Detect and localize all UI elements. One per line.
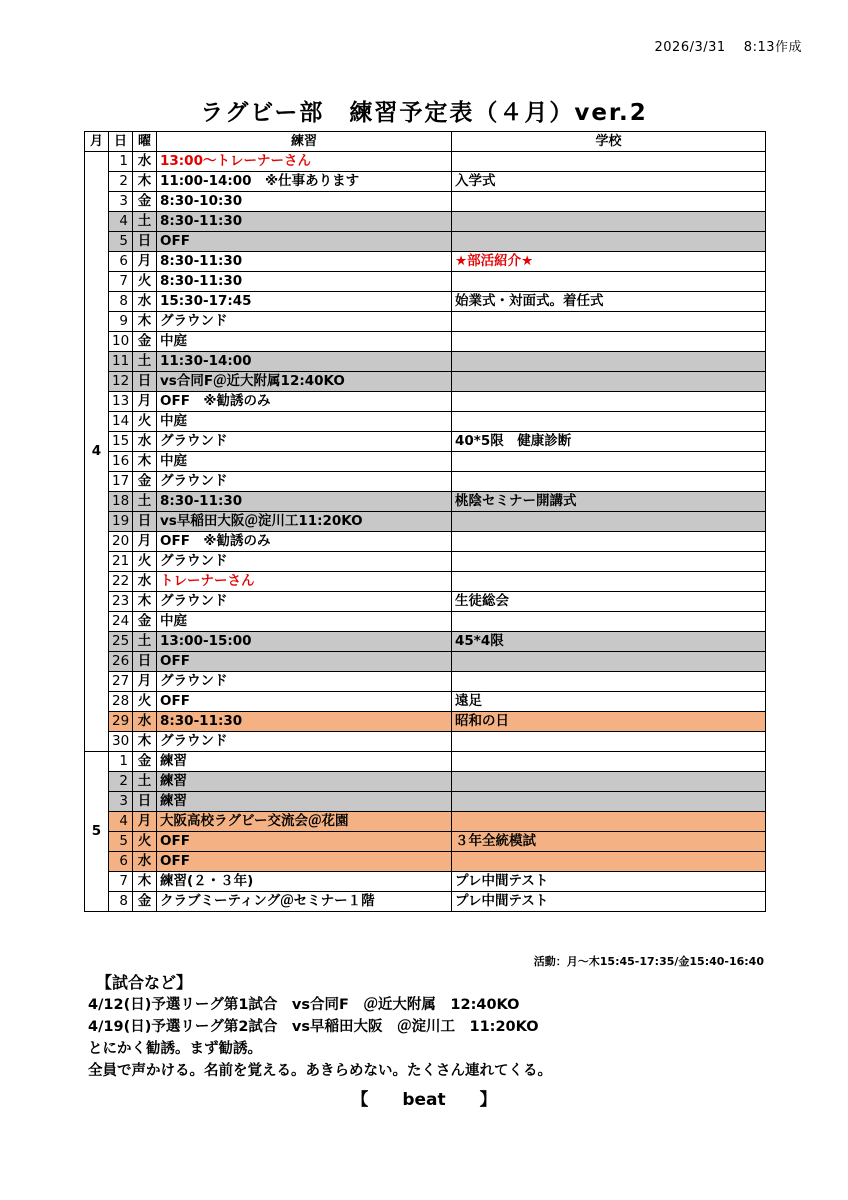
month-cell: 4 bbox=[85, 152, 109, 752]
table-row bbox=[85, 452, 766, 472]
school-cell bbox=[452, 792, 766, 812]
practice-cell: 11:30-14:00 bbox=[157, 352, 452, 372]
table-row bbox=[85, 352, 766, 372]
school-cell: 昭和の日 bbox=[452, 712, 766, 732]
practice-cell: OFF bbox=[157, 832, 452, 852]
weekday-cell: 火 bbox=[133, 552, 157, 572]
practice-cell: 練習(２・３年) bbox=[157, 872, 452, 892]
school-cell: ★部活紹介★ bbox=[452, 252, 766, 272]
table-row bbox=[85, 392, 766, 412]
school-cell: ３年全統模試 bbox=[452, 832, 766, 852]
table-row bbox=[85, 292, 766, 312]
school-cell bbox=[452, 732, 766, 752]
table-row bbox=[85, 672, 766, 692]
weekday-cell: 日 bbox=[133, 652, 157, 672]
table-row bbox=[85, 892, 766, 912]
day-cell: 5 bbox=[109, 832, 133, 852]
day-cell: 10 bbox=[109, 332, 133, 352]
practice-cell: グラウンド bbox=[157, 592, 452, 612]
table-row bbox=[85, 232, 766, 252]
day-cell: 6 bbox=[109, 252, 133, 272]
weekday-cell: 水 bbox=[133, 152, 157, 172]
table-row bbox=[85, 552, 766, 572]
table-row bbox=[85, 332, 766, 352]
day-cell: 5 bbox=[109, 232, 133, 252]
day-cell: 1 bbox=[109, 152, 133, 172]
school-cell bbox=[452, 332, 766, 352]
table-row bbox=[85, 632, 766, 652]
weekday-cell: 金 bbox=[133, 192, 157, 212]
school-cell bbox=[452, 532, 766, 552]
school-cell: 生徒総会 bbox=[452, 592, 766, 612]
weekday-cell: 火 bbox=[133, 832, 157, 852]
notes-line: 4/19(日)予選リーグ第2試合 vs早稲田大阪 ＠淀川工 11:20KO bbox=[88, 1019, 539, 1035]
weekday-cell: 水 bbox=[133, 572, 157, 592]
day-cell: 23 bbox=[109, 592, 133, 612]
school-cell bbox=[452, 752, 766, 772]
weekday-cell: 金 bbox=[133, 892, 157, 912]
weekday-cell: 金 bbox=[133, 612, 157, 632]
school-cell: プレ中間テスト bbox=[452, 872, 766, 892]
school-cell bbox=[452, 312, 766, 332]
school-cell: 45*4限 bbox=[452, 632, 766, 652]
weekday-cell: 日 bbox=[133, 232, 157, 252]
header-weekday: 曜 bbox=[133, 132, 157, 152]
weekday-cell: 月 bbox=[133, 252, 157, 272]
weekday-cell: 日 bbox=[133, 792, 157, 812]
practice-cell: vs合同F＠近大附属12:40KO bbox=[157, 372, 452, 392]
table-row bbox=[85, 412, 766, 432]
practice-cell: グラウンド bbox=[157, 472, 452, 492]
school-cell bbox=[452, 352, 766, 372]
weekday-cell: 水 bbox=[133, 712, 157, 732]
weekday-cell: 土 bbox=[133, 212, 157, 232]
table-row bbox=[85, 852, 766, 872]
day-cell: 20 bbox=[109, 532, 133, 552]
notes-section bbox=[88, 972, 552, 1082]
day-cell: 21 bbox=[109, 552, 133, 572]
weekday-cell: 金 bbox=[133, 472, 157, 492]
practice-cell: 8:30-11:30 bbox=[157, 492, 452, 512]
school-cell bbox=[452, 412, 766, 432]
table-row bbox=[85, 792, 766, 812]
table-row bbox=[85, 812, 766, 832]
weekday-cell: 土 bbox=[133, 772, 157, 792]
day-cell: 25 bbox=[109, 632, 133, 652]
day-cell: 7 bbox=[109, 872, 133, 892]
practice-cell: 13:00-15:00 bbox=[157, 632, 452, 652]
practice-cell: OFF bbox=[157, 232, 452, 252]
practice-cell: 中庭 bbox=[157, 412, 452, 432]
school-cell bbox=[452, 372, 766, 392]
table-row bbox=[85, 152, 766, 172]
table-row bbox=[85, 272, 766, 292]
weekday-cell: 木 bbox=[133, 452, 157, 472]
practice-cell: グラウンド bbox=[157, 552, 452, 572]
practice-cell: OFF bbox=[157, 652, 452, 672]
weekday-cell: 火 bbox=[133, 692, 157, 712]
practice-cell: グラウンド bbox=[157, 732, 452, 752]
day-cell: 29 bbox=[109, 712, 133, 732]
day-cell: 27 bbox=[109, 672, 133, 692]
day-cell: 4 bbox=[109, 812, 133, 832]
day-cell: 14 bbox=[109, 412, 133, 432]
day-cell: 26 bbox=[109, 652, 133, 672]
schedule-body bbox=[85, 152, 766, 912]
table-row bbox=[85, 472, 766, 492]
school-cell: 40*5限 健康診断 bbox=[452, 432, 766, 452]
table-row bbox=[85, 512, 766, 532]
table-row bbox=[85, 432, 766, 452]
practice-cell: 練習 bbox=[157, 792, 452, 812]
notes-line: 全員で声かける。名前を覚える。あきらめない。たくさん連れてくる。 bbox=[88, 1063, 552, 1079]
weekday-cell: 水 bbox=[133, 432, 157, 452]
table-row bbox=[85, 652, 766, 672]
day-cell: 12 bbox=[109, 372, 133, 392]
weekday-cell: 土 bbox=[133, 492, 157, 512]
weekday-cell: 日 bbox=[133, 372, 157, 392]
weekday-cell: 水 bbox=[133, 852, 157, 872]
header-school: 学校 bbox=[452, 132, 766, 152]
schedule-table bbox=[84, 131, 766, 912]
notes-line: とにかく勧誘。まず勧誘。 bbox=[88, 1041, 262, 1057]
day-cell: 28 bbox=[109, 692, 133, 712]
day-cell: 6 bbox=[109, 852, 133, 872]
school-cell bbox=[452, 552, 766, 572]
table-row bbox=[85, 732, 766, 752]
practice-cell: OFF bbox=[157, 692, 452, 712]
weekday-cell: 土 bbox=[133, 632, 157, 652]
school-cell bbox=[452, 232, 766, 252]
table-row bbox=[85, 192, 766, 212]
table-row bbox=[85, 312, 766, 332]
school-cell bbox=[452, 612, 766, 632]
practice-cell: 15:30-17:45 bbox=[157, 292, 452, 312]
table-row bbox=[85, 752, 766, 772]
school-cell bbox=[452, 392, 766, 412]
day-cell: 2 bbox=[109, 172, 133, 192]
practice-cell: vs早稲田大阪＠淀川工11:20KO bbox=[157, 512, 452, 532]
practice-cell: トレーナーさん bbox=[157, 572, 452, 592]
created-timestamp: 2026/3/31 8:13作成 bbox=[654, 40, 802, 55]
table-row bbox=[85, 572, 766, 592]
notes-heading: 【試合など】 bbox=[96, 973, 193, 992]
header-month: 月 bbox=[85, 132, 109, 152]
table-row bbox=[85, 832, 766, 852]
practice-cell: 中庭 bbox=[157, 332, 452, 352]
practice-cell: 中庭 bbox=[157, 612, 452, 632]
table-row bbox=[85, 692, 766, 712]
day-cell: 8 bbox=[109, 292, 133, 312]
day-cell: 22 bbox=[109, 572, 133, 592]
table-row bbox=[85, 532, 766, 552]
day-cell: 30 bbox=[109, 732, 133, 752]
day-cell: 3 bbox=[109, 192, 133, 212]
school-cell bbox=[452, 152, 766, 172]
weekday-cell: 木 bbox=[133, 732, 157, 752]
practice-cell: 8:30-11:30 bbox=[157, 212, 452, 232]
school-cell bbox=[452, 472, 766, 492]
table-row bbox=[85, 772, 766, 792]
school-cell: 始業式・対面式。着任式 bbox=[452, 292, 766, 312]
school-cell bbox=[452, 192, 766, 212]
day-cell: 24 bbox=[109, 612, 133, 632]
day-cell: 2 bbox=[109, 772, 133, 792]
notes-line: 4/12(日)予選リーグ第1試合 vs合同F ＠近大附属 12:40KO bbox=[88, 997, 520, 1013]
school-cell: プレ中間テスト bbox=[452, 892, 766, 912]
table-row bbox=[85, 712, 766, 732]
day-cell: 16 bbox=[109, 452, 133, 472]
page-title: ラグビー部 練習予定表（４月）ver.2 bbox=[200, 100, 648, 126]
school-cell bbox=[452, 212, 766, 232]
weekday-cell: 金 bbox=[133, 752, 157, 772]
table-row bbox=[85, 872, 766, 892]
weekday-cell: 水 bbox=[133, 292, 157, 312]
header-practice: 練習 bbox=[157, 132, 452, 152]
weekday-cell: 木 bbox=[133, 172, 157, 192]
day-cell: 19 bbox=[109, 512, 133, 532]
weekday-cell: 土 bbox=[133, 352, 157, 372]
table-row bbox=[85, 592, 766, 612]
practice-cell: OFF ※勧誘のみ bbox=[157, 532, 452, 552]
month-cell: 5 bbox=[85, 752, 109, 912]
practice-cell: 11:00-14:00 ※仕事あります bbox=[157, 172, 452, 192]
table-row bbox=[85, 252, 766, 272]
school-cell: 入学式 bbox=[452, 172, 766, 192]
day-cell: 8 bbox=[109, 892, 133, 912]
weekday-cell: 木 bbox=[133, 592, 157, 612]
practice-cell: 8:30-11:30 bbox=[157, 252, 452, 272]
practice-cell: 13:00〜トレーナーさん bbox=[157, 152, 452, 172]
practice-cell: OFF bbox=[157, 852, 452, 872]
practice-cell: クラブミーティング＠セミナー１階 bbox=[157, 892, 452, 912]
weekday-cell: 木 bbox=[133, 312, 157, 332]
weekday-cell: 木 bbox=[133, 872, 157, 892]
day-cell: 13 bbox=[109, 392, 133, 412]
school-cell bbox=[452, 852, 766, 872]
day-cell: 1 bbox=[109, 752, 133, 772]
practice-cell: 練習 bbox=[157, 752, 452, 772]
school-cell bbox=[452, 812, 766, 832]
practice-cell: 練習 bbox=[157, 772, 452, 792]
weekday-cell: 月 bbox=[133, 672, 157, 692]
school-cell bbox=[452, 452, 766, 472]
weekday-cell: 月 bbox=[133, 812, 157, 832]
day-cell: 17 bbox=[109, 472, 133, 492]
table-row bbox=[85, 172, 766, 192]
practice-cell: 8:30-11:30 bbox=[157, 712, 452, 732]
practice-cell: 中庭 bbox=[157, 452, 452, 472]
school-cell bbox=[452, 672, 766, 692]
school-cell: 桃陰セミナー開講式 bbox=[452, 492, 766, 512]
table-row bbox=[85, 372, 766, 392]
header-day: 日 bbox=[109, 132, 133, 152]
school-cell bbox=[452, 652, 766, 672]
day-cell: 4 bbox=[109, 212, 133, 232]
practice-cell: グラウンド bbox=[157, 432, 452, 452]
day-cell: 18 bbox=[109, 492, 133, 512]
practice-cell: グラウンド bbox=[157, 672, 452, 692]
activity-hours-note: 活動：月〜木15:45-17:35/金15:40-16:40 bbox=[533, 955, 764, 968]
practice-cell: 8:30-11:30 bbox=[157, 272, 452, 292]
day-cell: 7 bbox=[109, 272, 133, 292]
day-cell: 15 bbox=[109, 432, 133, 452]
practice-cell: グラウンド bbox=[157, 312, 452, 332]
school-cell: 遠足 bbox=[452, 692, 766, 712]
table-row bbox=[85, 612, 766, 632]
day-cell: 11 bbox=[109, 352, 133, 372]
day-cell: 9 bbox=[109, 312, 133, 332]
practice-cell: 8:30-10:30 bbox=[157, 192, 452, 212]
school-cell bbox=[452, 272, 766, 292]
practice-cell: 大阪高校ラグビー交流会＠花園 bbox=[157, 812, 452, 832]
table-row bbox=[85, 212, 766, 232]
weekday-cell: 日 bbox=[133, 512, 157, 532]
table-row bbox=[85, 492, 766, 512]
weekday-cell: 火 bbox=[133, 412, 157, 432]
day-cell: 3 bbox=[109, 792, 133, 812]
school-cell bbox=[452, 572, 766, 592]
school-cell bbox=[452, 512, 766, 532]
weekday-cell: 火 bbox=[133, 272, 157, 292]
table-header-row bbox=[85, 132, 766, 152]
footer-motto: 【 beat 】 bbox=[351, 1090, 497, 1110]
weekday-cell: 月 bbox=[133, 532, 157, 552]
school-cell bbox=[452, 772, 766, 792]
weekday-cell: 金 bbox=[133, 332, 157, 352]
practice-cell: OFF ※勧誘のみ bbox=[157, 392, 452, 412]
weekday-cell: 月 bbox=[133, 392, 157, 412]
